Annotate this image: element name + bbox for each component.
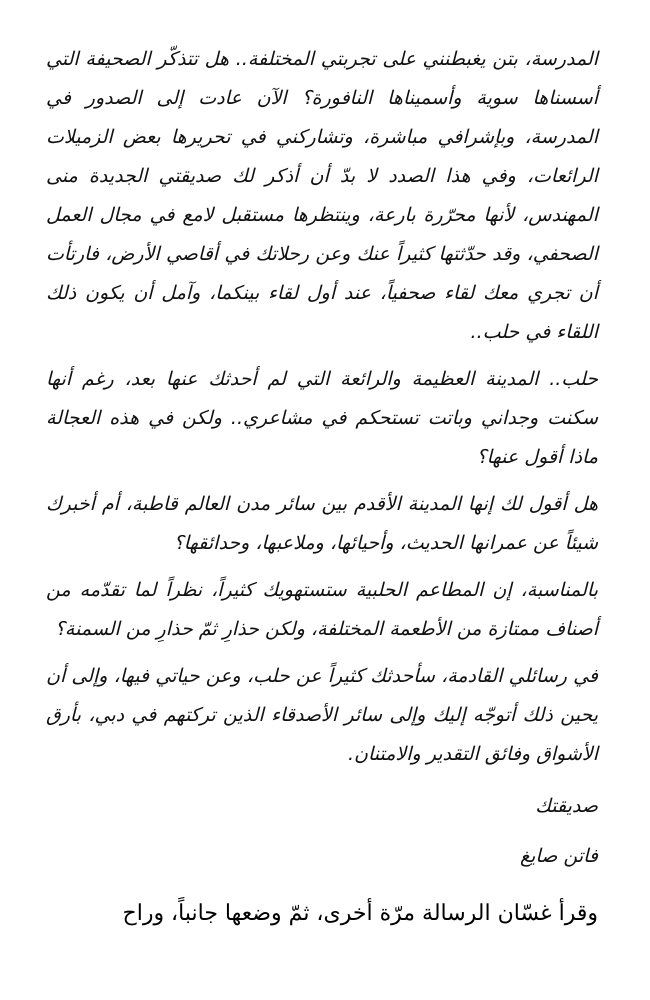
letter-closing: صديقتك (535, 795, 598, 817)
letter-paragraph-4: بالمناسبة، إن المطاعم الحلبية ستستهويك كثيراً، نظراً لما تقدّمه من أصناف ممتازة من الأطعمة المختلفة، ولكن حذارِ ثمّ حذارِ من السمنة؟ (46, 579, 598, 640)
letter-signature: فاتن صايغ (520, 845, 598, 867)
letter-paragraph-3: هل أقول لك إنها المدينة الأقدم بين سائر مدن العالم قاطبة، أم أخبرك شيئاً عن عمرانها الحديث، وأحيائها، وملاعبها، وحدائقها؟ (46, 493, 598, 554)
letter-text (46, 40, 598, 934)
letter-paragraph-5: في رسائلي القادمة، سأحدثك كثيراً عن حلب، وعن حياتي فيها، وإلى أن يحين ذلك أتوجّه إليك وإلى سائر الأصدقاء الذين تركتهم في دبي، بأرق الأشواق وفائق التقدير والامتنان. (46, 665, 598, 765)
letter-paragraph-2: حلب.. المدينة العظيمة والرائعة التي لم أحدثك عنها بعد، رغم أنها سكنت وجداني وباتت تستحكم في مشاعري.. ولكن في هذه العجالة ماذا أقول عنها؟ (46, 368, 598, 468)
letter-paragraph-1: المدرسة، بتن يغبطنني على تجربتي المختلفة.. هل تتذكّر الصحيفة التي أسسناها سوية وأسميناها النافورة؟ الآن عادت إلى الصدور في المدرسة، وبإشرافي مباشرة، وتشاركني في تحريرها بعض الزميلات الرائعات، وفي هذا الصدد لا بدّ أن أذكر لك صديقتي الجديدة منى المهندس، لأنها محرّرة بارعة، وينتظرها مستقبل لامع في مجال العمل الصحفي، وقد حدّثتها كثيراً عنك وعن رحلاتك في أقاصي الأرض، فارتأت أن تجري معك لقاء صحفياً، عند أول لقاء بينكما، وآمل أن يكون ذلك اللقاء في حلب.. (46, 48, 598, 343)
narration-line: وقرأ غسّان الرسالة مرّة أخرى، ثمّ وضعها جانباً، وراح (122, 901, 598, 926)
